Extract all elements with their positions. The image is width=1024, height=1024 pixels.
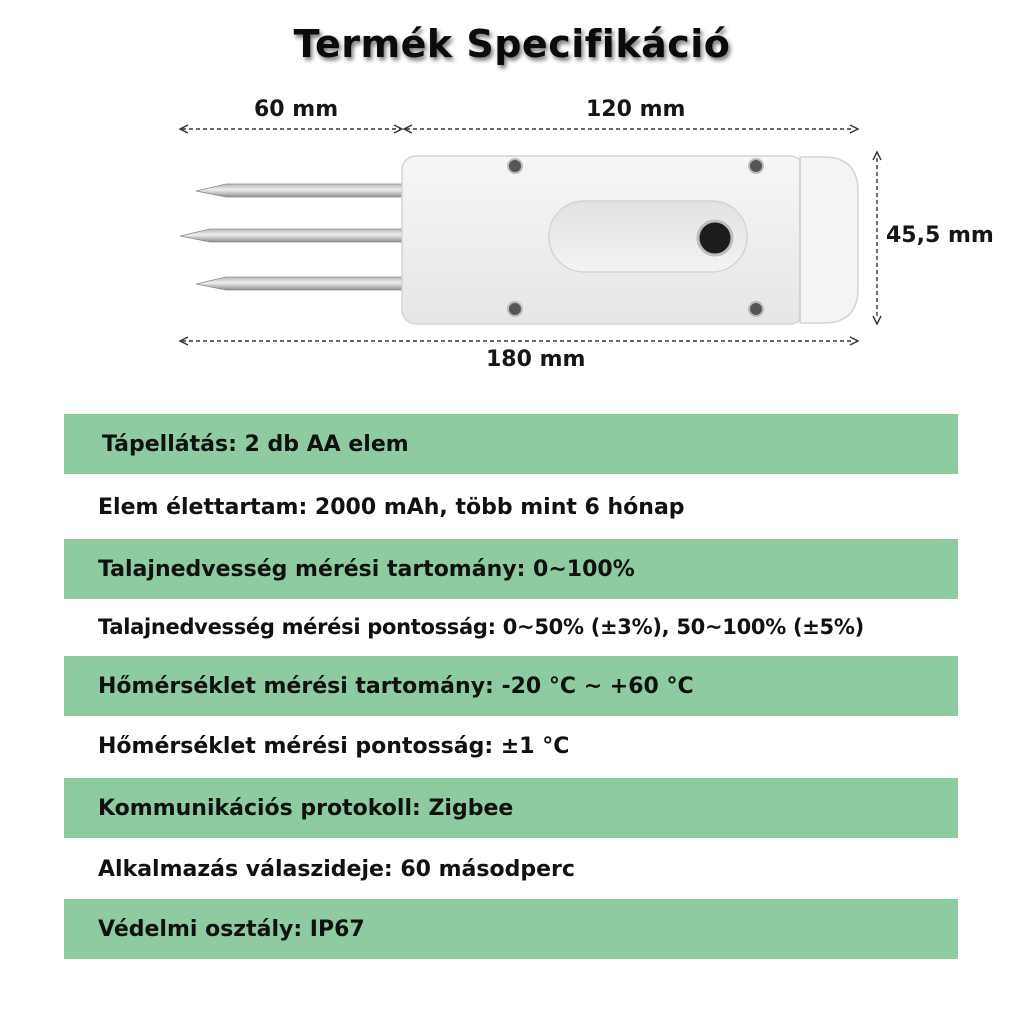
pairing-button-icon (698, 221, 732, 255)
spec-row-moisture-accuracy (64, 597, 958, 657)
spec-text: Védelmi osztály: IP67 (98, 916, 365, 942)
dimension-line-height (873, 152, 881, 324)
screw-top-left (508, 159, 522, 173)
dimension-label-total: 180 mm (486, 347, 586, 372)
probe-middle (180, 229, 404, 242)
dimension-label-probe: 60 mm (254, 97, 339, 122)
spec-text: Tápellátás: 2 db AA elem (102, 431, 409, 457)
spec-row-battery-life (64, 477, 958, 537)
spec-text: Hőmérséklet mérési tartomány: -20 °C ~ +60 °C (98, 673, 694, 699)
sensor-end-cap (800, 157, 858, 323)
product-dimension-diagram (0, 0, 1024, 400)
spec-row-response-time (64, 839, 958, 899)
screw-top-right (749, 159, 763, 173)
dimension-line-probe (180, 125, 402, 133)
spec-text: Talajnedvesség mérési pontosság: 0~50% (±3%), 50~100% (±5%) (98, 615, 864, 639)
spec-row-temperature-accuracy (64, 716, 958, 776)
spec-text: Elem élettartam: 2000 mAh, több mint 6 hónap (98, 494, 685, 520)
spec-row-protection-class (64, 899, 958, 959)
spec-row-moisture-range (64, 539, 958, 599)
spec-row-temperature-range (64, 656, 958, 716)
spec-text: Hőmérséklet mérési pontosság: ±1 °C (98, 733, 570, 759)
probe-top (196, 184, 404, 197)
spec-text: Talajnedvesség mérési tartomány: 0~100% (98, 556, 635, 582)
dimension-line-body (404, 125, 858, 133)
probe-bottom (196, 277, 404, 290)
spec-text: Kommunikációs protokoll: Zigbee (98, 795, 514, 821)
dimension-label-body: 120 mm (586, 97, 686, 122)
sensor-probes (180, 184, 404, 290)
spec-row-protocol (64, 778, 958, 838)
spec-text: Alkalmazás válaszideje: 60 másodperc (98, 856, 575, 882)
screw-bottom-right (749, 302, 763, 316)
sensor-body (402, 156, 858, 324)
dimension-label-height: 45,5 mm (886, 223, 994, 248)
page-title: Termék Specifikáció (293, 22, 731, 66)
spec-row-power-supply (64, 414, 958, 474)
dimension-line-total (180, 337, 858, 345)
screw-bottom-left (508, 302, 522, 316)
